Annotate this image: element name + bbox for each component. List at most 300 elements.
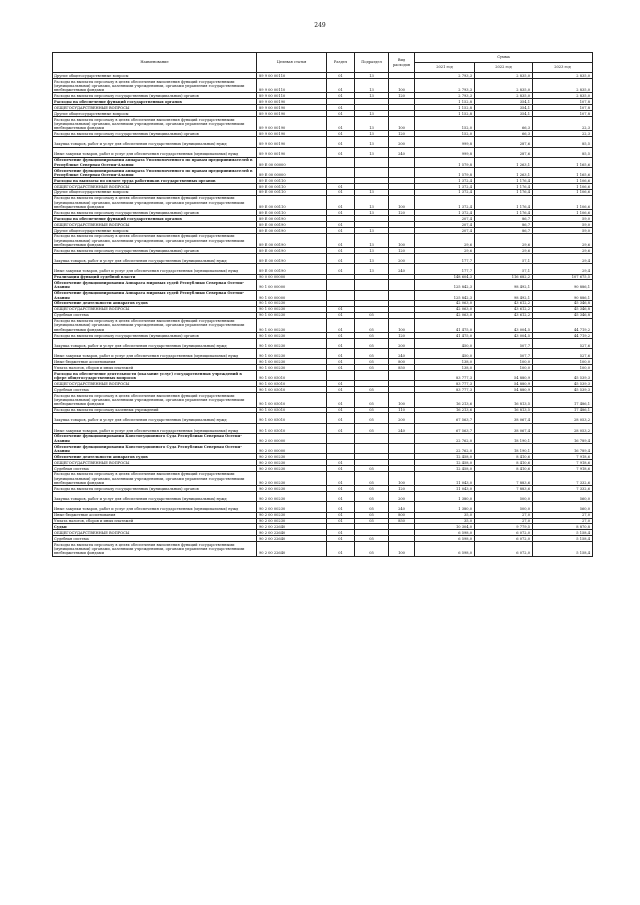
cell-section: 01 (327, 318, 355, 333)
cell-expense-type: 100 (389, 78, 415, 93)
cell-subsection: 05 (355, 407, 389, 413)
cell-code: 89 9 00 00190 (257, 105, 327, 111)
cell-code: 90 2 00 00230 (257, 471, 327, 486)
cell-code: 89 Е 00 00190 (257, 254, 327, 264)
cell-section: 01 (327, 338, 355, 348)
cell-section: 01 (327, 73, 355, 79)
cell-subsection (355, 167, 389, 177)
cell-subsection: 13 (355, 227, 389, 233)
cell-code: 89 Е 00 00110 (257, 178, 327, 184)
cell-2021: 11 043,0 (415, 486, 475, 492)
cell-section: 01 (327, 365, 355, 371)
cell-2022: 2 835,0 (475, 93, 533, 99)
cell-name: Иные закупки товаров, работ и услуг для обеспечения государственных (муниципальных) нужд (53, 264, 257, 274)
cell-2021: 999,8 (415, 137, 475, 147)
cell-expense-type (389, 157, 415, 167)
cell-2023: 59,0 (533, 222, 593, 228)
cell-2023: 7 332,6 (533, 486, 593, 492)
header-2023: 2023 год (533, 63, 593, 73)
cell-2021: 6 598,0 (415, 536, 475, 542)
cell-2021: 138,0 (415, 359, 475, 365)
cell-2021: 1 152,8 (415, 105, 475, 111)
cell-section: 01 (327, 78, 355, 93)
cell-2022: 6 072,0 (475, 542, 533, 557)
cell-code: 90 2 00 00000 (257, 433, 327, 443)
cell-subsection: 13 (355, 131, 389, 137)
cell-2023: 2 835,0 (533, 93, 593, 99)
header-expense-type: Вид расходов (389, 53, 415, 73)
cell-expense-type: 100 (389, 393, 415, 408)
header-code: Целевая статья (257, 53, 327, 73)
cell-2023: 107,8 (533, 105, 593, 111)
cell-expense-type: 240 (389, 423, 415, 433)
cell-2023: 100,0 (533, 365, 593, 371)
cell-expense-type (389, 167, 415, 177)
cell-code: 89 9 00 00190 (257, 147, 327, 157)
cell-name: Обеспечение функционирования Аппарата мировых судей Республики Северная Осетия-Алания (53, 290, 257, 300)
cell-2022: 507,7 (475, 349, 533, 359)
cell-2023: 5 158,4 (533, 536, 593, 542)
table-body (53, 73, 593, 557)
cell-2022: 29,6 (475, 248, 533, 254)
cell-2022: 54 880,9 (475, 371, 533, 381)
cell-name: Другие общегосударственные вопросы (53, 189, 257, 195)
cell-code: 90 1 00 00230 (257, 312, 327, 318)
cell-2023: 1 106,6 (533, 183, 593, 189)
cell-2022: 43 612,2 (475, 300, 533, 306)
table-row (53, 254, 593, 264)
cell-2022: 43 612,2 (475, 312, 533, 318)
cell-name: Другие общегосударственные вопросы (53, 227, 257, 233)
cell-2021: 35,0 (415, 518, 475, 524)
table-row (53, 116, 593, 131)
budget-table-container (52, 52, 592, 557)
cell-2021: 1 372,4 (415, 178, 475, 184)
cell-2023: 27,0 (533, 512, 593, 518)
cell-2021: 67 563,7 (415, 413, 475, 423)
cell-2023: 22,3 (533, 131, 593, 137)
cell-section: 01 (327, 312, 355, 318)
cell-2022: 1 176,4 (475, 183, 533, 189)
cell-section: 01 (327, 254, 355, 264)
cell-2021: 12 458,0 (415, 460, 475, 466)
cell-section: 01 (327, 413, 355, 423)
cell-name: Реализация функций судебной власти (53, 274, 257, 280)
cell-2021: 2 793,3 (415, 78, 475, 93)
cell-subsection: 05 (355, 387, 389, 393)
cell-code: 89 Е 00 00190 (257, 216, 327, 222)
cell-code: 90 1 00 05010 (257, 387, 327, 393)
cell-2022: 57,1 (475, 254, 533, 264)
cell-subsection (355, 157, 389, 167)
cell-name: ОБЩЕГОСУДАРСТВЕННЫЕ ВОПРОСЫ (53, 105, 257, 111)
cell-2021: 450,0 (415, 349, 475, 359)
cell-subsection: 13 (355, 264, 389, 274)
cell-section: 01 (327, 512, 355, 518)
cell-subsection: 13 (355, 78, 389, 93)
cell-expense-type: 200 (389, 413, 415, 423)
cell-subsection: 05 (355, 338, 389, 348)
cell-2021: 1 579,8 (415, 167, 475, 177)
cell-subsection: 05 (355, 393, 389, 408)
cell-expense-type: 200 (389, 492, 415, 502)
cell-section (327, 290, 355, 300)
cell-2022: 27,0 (475, 518, 533, 524)
cell-section: 01 (327, 502, 355, 512)
cell-2022: 27,0 (475, 512, 533, 518)
cell-expense-type: 120 (389, 248, 415, 254)
cell-section: 01 (327, 387, 355, 393)
cell-expense-type: 240 (389, 147, 415, 157)
cell-name: Расходы на выплаты по оплате труда работников государственных органов (53, 178, 257, 184)
cell-code: 90 2 00 00230 (257, 518, 327, 524)
header-section: Раздел (327, 53, 355, 73)
cell-section: 01 (327, 530, 355, 536)
cell-2023: 44 719,2 (533, 318, 593, 333)
cell-expense-type (389, 290, 415, 300)
cell-section: 01 (327, 536, 355, 542)
cell-expense-type (389, 433, 415, 443)
cell-2021: 22 762,0 (415, 433, 475, 443)
cell-name: Расходы на выплаты персоналу в целях обеспечения выполнения функций государственными (муниципальными) органами, казенными учреждениями, органами управления государственными внебюджетными фондами (53, 195, 257, 210)
table-row (53, 147, 593, 157)
cell-section: 01 (327, 227, 355, 233)
cell-2022: 29,6 (475, 233, 533, 248)
cell-name: Расходы на выплаты персоналу в целях обеспечения выполнения функций государственными (муниципальными) органами, казенными учреждениями, органами управления государственными внебюджетными фондами (53, 233, 257, 248)
cell-name: Иные закупки товаров, работ и услуг для обеспечения государственных (муниципальных) нужд (53, 349, 257, 359)
cell-2023: 45 346,8 (533, 300, 593, 306)
cell-expense-type: 800 (389, 512, 415, 518)
cell-name: Расходы на выплаты персоналу в целях обеспечения выполнения функций государственными (муниципальными) органами, казенными учреждениями, органами управления государственными внебюджетными фондами (53, 78, 257, 93)
table-row (53, 318, 593, 333)
cell-code: 90 2 00 00230 (257, 486, 327, 492)
cell-2022: 1 176,4 (475, 195, 533, 210)
cell-2023: 107,8 (533, 111, 593, 117)
cell-code: 90 1 00 00230 (257, 338, 327, 348)
cell-expense-type: 100 (389, 318, 415, 333)
cell-2023: 1 106,6 (533, 210, 593, 216)
cell-name: Расходы на выплаты персоналу в целях обеспечения выполнения функций государственными (муниципальными) органами, казенными учреждениями, органами управления государственными внебюджетными фондами (53, 116, 257, 131)
cell-2022: 287,6 (475, 137, 533, 147)
cell-name: Расходы на выплаты персоналу государственных (муниципальных) органов (53, 93, 257, 99)
cell-2021: 999,8 (415, 147, 475, 157)
cell-2023: 100,0 (533, 359, 593, 365)
cell-expense-type: 120 (389, 486, 415, 492)
cell-subsection: 13 (355, 195, 389, 210)
cell-2022: 1 176,4 (475, 178, 533, 184)
cell-name: ОБЩЕГОСУДАРСТВЕННЫЕ ВОПРОСЫ (53, 222, 257, 228)
cell-code: 89 9 00 00110 (257, 73, 327, 79)
cell-expense-type: 100 (389, 116, 415, 131)
cell-name: Закупка товаров, работ и услуг для обеспечения государственных (муниципальных) нужд (53, 413, 257, 423)
table-row (53, 137, 593, 147)
cell-name: Обеспечение деятельности аппаратов судов (53, 454, 257, 460)
cell-subsection: 13 (355, 73, 389, 79)
cell-section: 01 (327, 105, 355, 111)
cell-code: 90 2 00 22640 (257, 530, 327, 536)
cell-code: 90 1 00 05010 (257, 423, 327, 433)
cell-code: 90 1 00 05010 (257, 413, 327, 423)
cell-2022: 100,0 (475, 359, 533, 365)
cell-subsection: 05 (355, 512, 389, 518)
cell-name: Обеспечение функционирования Конституционного Суда Республики Северная Осетия-Алания (53, 444, 257, 454)
cell-2023: 59,0 (533, 227, 593, 233)
cell-name: Расходы на выплаты персоналу в целях обеспечения выполнения функций государственными (муниципальными) органами, казенными учреждениями, органами управления государственными внебюджетными фондами (53, 542, 257, 557)
cell-2021: 148 604,3 (415, 274, 475, 280)
cell-2021: 125 842,3 (415, 280, 475, 290)
cell-name: ОБЩЕГОСУДАРСТВЕННЫЕ ВОПРОСЫ (53, 183, 257, 189)
cell-2022: 7 883,6 (475, 471, 533, 486)
cell-section: 01 (327, 359, 355, 365)
header-2022: 2022 год (475, 63, 533, 73)
cell-section: 01 (327, 248, 355, 254)
cell-section (327, 167, 355, 177)
cell-2023: 16 789,4 (533, 433, 593, 443)
cell-subsection: 13 (355, 210, 389, 216)
cell-2022: 1 263,1 (475, 167, 533, 177)
cell-code: 90 1 00 05010 (257, 393, 327, 408)
cell-subsection: 05 (355, 486, 389, 492)
cell-code: 90 1 00 05010 (257, 371, 327, 381)
cell-2022: 98 492,1 (475, 280, 533, 290)
cell-2021: 11 043,0 (415, 471, 475, 486)
cell-2022: 57,1 (475, 264, 533, 274)
cell-code: 89 9 00 00190 (257, 116, 327, 131)
cell-name: Расходы на выплаты персоналу казенных учреждений (53, 407, 257, 413)
table-row (53, 471, 593, 486)
cell-section: 01 (327, 111, 355, 117)
cell-2021: 42 063,0 (415, 312, 475, 318)
cell-subsection: 13 (355, 111, 389, 117)
cell-expense-type (389, 371, 415, 381)
cell-2023: 28 053,2 (533, 413, 593, 423)
cell-name: Расходы на обеспечение функций государственных органов (53, 216, 257, 222)
cell-expense-type: 850 (389, 365, 415, 371)
cell-2021: 42 063,0 (415, 306, 475, 312)
cell-code: 89 Е 00 00000 (257, 157, 327, 167)
cell-name: Закупка товаров, работ и услуг для обеспечения государственных (муниципальных) нужд (53, 254, 257, 264)
cell-code: 90 1 00 00000 (257, 290, 327, 300)
cell-expense-type: 200 (389, 137, 415, 147)
cell-2023: 28 053,2 (533, 423, 593, 433)
cell-section: 01 (327, 423, 355, 433)
cell-2023: 44 719,2 (533, 333, 593, 339)
cell-name: Обеспечение деятельности аппаратов судов (53, 300, 257, 306)
cell-expense-type: 110 (389, 407, 415, 413)
cell-expense-type: 850 (389, 518, 415, 524)
cell-2023: 560,0 (533, 492, 593, 502)
cell-2023: 560,0 (533, 502, 593, 512)
cell-section: 01 (327, 137, 355, 147)
cell-code: 89 Е 00 00110 (257, 189, 327, 195)
cell-2022: 1 263,1 (475, 157, 533, 167)
cell-2021: 41 475,0 (415, 333, 475, 339)
cell-name: ОБЩЕГОСУДАРСТВЕННЫЕ ВОПРОСЫ (53, 381, 257, 387)
cell-expense-type: 100 (389, 542, 415, 557)
cell-2023: 45 539,3 (533, 387, 593, 393)
cell-2023: 1 165,6 (533, 167, 593, 177)
cell-2022: 8 410,6 (475, 460, 533, 466)
cell-section: 01 (327, 460, 355, 466)
cell-subsection: 05 (355, 502, 389, 512)
cell-section: 01 (327, 492, 355, 502)
cell-expense-type: 240 (389, 264, 415, 274)
cell-section (327, 371, 355, 381)
cell-code: 90 1 00 00230 (257, 318, 327, 333)
cell-2022: 9 779,5 (475, 524, 533, 530)
cell-code: 90 2 00 00230 (257, 465, 327, 471)
cell-name: ОБЩЕГОСУДАРСТВЕННЫЕ ВОПРОСЫ (53, 530, 257, 536)
cell-expense-type (389, 280, 415, 290)
cell-2022: 16 813,5 (475, 407, 533, 413)
cell-code: 90 1 00 00000 (257, 280, 327, 290)
cell-2023: 7 918,6 (533, 454, 593, 460)
table-row (53, 290, 593, 300)
cell-name: Расходы на выплаты персоналу в целях обеспечения выполнения функций государственными (муниципальными) органами, казенными учреждениями, органами управления государственными внебюджетными фондами (53, 393, 257, 408)
cell-expense-type: 240 (389, 502, 415, 512)
cell-2022: 54 880,9 (475, 387, 533, 393)
cell-2022: 1 176,4 (475, 189, 533, 195)
cell-2021: 1 372,4 (415, 183, 475, 189)
cell-name: Иные бюджетные ассигнования (53, 512, 257, 518)
cell-section (327, 157, 355, 167)
cell-2021: 29,6 (415, 233, 475, 248)
cell-code: 90 2 00 00230 (257, 502, 327, 512)
cell-2021: 207,4 (415, 216, 475, 222)
cell-2022: 287,6 (475, 147, 533, 157)
cell-code: 90 2 00 00230 (257, 492, 327, 502)
cell-2021: 16 213,6 (415, 393, 475, 408)
cell-subsection (355, 280, 389, 290)
cell-2021: 207,4 (415, 227, 475, 233)
cell-subsection: 05 (355, 492, 389, 502)
cell-2022: 6 072,0 (475, 536, 533, 542)
cell-name: Закупка товаров, работ и услуг для обеспечения государственных (муниципальных) нужд (53, 338, 257, 348)
cell-2023: 527,6 (533, 338, 593, 348)
cell-name: Судьи (53, 524, 257, 530)
table-row (53, 233, 593, 248)
cell-name: Иные закупки товаров, работ и услуг для обеспечения государственных (муниципальных) нужд (53, 423, 257, 433)
table-row (53, 371, 593, 381)
cell-name: Судебная система (53, 536, 257, 542)
cell-section: 01 (327, 349, 355, 359)
cell-2023: 27,0 (533, 518, 593, 524)
cell-name: Иные бюджетные ассигнования (53, 359, 257, 365)
header-name: Наименование (53, 53, 257, 73)
cell-2021: 1 372,4 (415, 195, 475, 210)
cell-subsection: 05 (355, 413, 389, 423)
cell-name: Обеспечение функционирования Аппарата мировых судей Республики Северная Осетия-Алания (53, 280, 257, 290)
cell-2023: 45 346,8 (533, 306, 593, 312)
cell-2023: 59,0 (533, 216, 593, 222)
cell-2022: 6 072,0 (475, 530, 533, 536)
cell-2021: 152,0 (415, 131, 475, 137)
cell-code: 89 9 00 00110 (257, 78, 327, 93)
cell-subsection: 13 (355, 116, 389, 131)
cell-2022: 7 883,6 (475, 486, 533, 492)
cell-expense-type: 120 (389, 333, 415, 339)
cell-2023: 22,3 (533, 116, 593, 131)
cell-subsection (355, 290, 389, 300)
cell-2021: 1 380,0 (415, 502, 475, 512)
cell-section: 01 (327, 381, 355, 387)
cell-name: Уплата налогов, сборов и иных платежей (53, 518, 257, 524)
cell-section: 01 (327, 306, 355, 312)
cell-2022: 66,3 (475, 116, 533, 131)
cell-2023: 17 486,1 (533, 393, 593, 408)
header-subsection: Подраздел (355, 53, 389, 73)
cell-section: 01 (327, 333, 355, 339)
cell-section: 01 (327, 393, 355, 408)
cell-2021: 6 598,0 (415, 542, 475, 557)
cell-section: 01 (327, 116, 355, 131)
cell-2022: 100,0 (475, 365, 533, 371)
cell-code: 90 1 00 00230 (257, 300, 327, 306)
cell-code: 89 Е 00 00110 (257, 183, 327, 189)
table-row (53, 157, 593, 167)
cell-2023: 85,5 (533, 147, 593, 157)
cell-2023: 8 870,8 (533, 524, 593, 530)
cell-code: 90 2 00 00230 (257, 460, 327, 466)
cell-name: Расходы на выплаты персоналу в целях обеспечения выполнения функций государственными (муниципальными) органами, казенными учреждениями, органами управления государственными внебюджетными фондами (53, 318, 257, 333)
cell-2022: 507,7 (475, 338, 533, 348)
cell-2021: 42 063,0 (415, 300, 475, 306)
cell-code: 89 9 00 00190 (257, 111, 327, 117)
cell-expense-type: 800 (389, 359, 415, 365)
cell-subsection: 05 (355, 318, 389, 333)
table-row (53, 433, 593, 443)
cell-2023: 1 165,6 (533, 157, 593, 167)
cell-section: 01 (327, 222, 355, 228)
cell-name: Обеспечение функционирования аппарата Уполномоченного по правам предпринимателей в Республике Северная Осетия-Алания (53, 167, 257, 177)
cell-subsection: 13 (355, 147, 389, 157)
cell-2023: 7 918,6 (533, 465, 593, 471)
cell-name: Другие общегосударственные вопросы (53, 73, 257, 79)
cell-code: 90 1 00 00230 (257, 359, 327, 365)
cell-2022: 8 410,6 (475, 454, 533, 460)
cell-name: Обеспечение функционирования аппарата Уполномоченного по правам предпринимателей в Республике Северная Осетия-Алания (53, 157, 257, 167)
cell-2023: 29,4 (533, 254, 593, 264)
budget-table (52, 52, 593, 557)
cell-subsection (355, 371, 389, 381)
table-row (53, 349, 593, 359)
cell-expense-type: 120 (389, 210, 415, 216)
cell-name: Расходы на выплаты персоналу государственных (муниципальных) органов (53, 248, 257, 254)
cell-subsection (355, 433, 389, 443)
cell-section: 01 (327, 131, 355, 137)
cell-name: Другие общегосударственные вопросы (53, 111, 257, 117)
cell-2022: 38 067,4 (475, 413, 533, 423)
cell-code: 89 Е 00 00110 (257, 210, 327, 216)
cell-section: 01 (327, 264, 355, 274)
cell-2021: 83 777,3 (415, 381, 475, 387)
cell-2023: 45 346,8 (533, 312, 593, 318)
cell-2021: 1 380,0 (415, 492, 475, 502)
cell-subsection: 05 (355, 542, 389, 557)
cell-2022: 54 880,9 (475, 381, 533, 387)
cell-name: Закупка товаров, работ и услуг для обеспечения государственных (муниципальных) нужд (53, 492, 257, 502)
cell-2022: 2 835,0 (475, 73, 533, 79)
cell-2021: 67 563,7 (415, 423, 475, 433)
cell-code: 90 2 00 00230 (257, 454, 327, 460)
cell-2021: 1 152,8 (415, 111, 475, 117)
cell-code: 89 Е 00 00000 (257, 167, 327, 177)
cell-2023: 29,4 (533, 264, 593, 274)
cell-2023: 16 789,4 (533, 444, 593, 454)
table-row (53, 492, 593, 502)
cell-code: 90 2 00 00000 (257, 444, 327, 454)
cell-2023: 5 158,4 (533, 530, 593, 536)
